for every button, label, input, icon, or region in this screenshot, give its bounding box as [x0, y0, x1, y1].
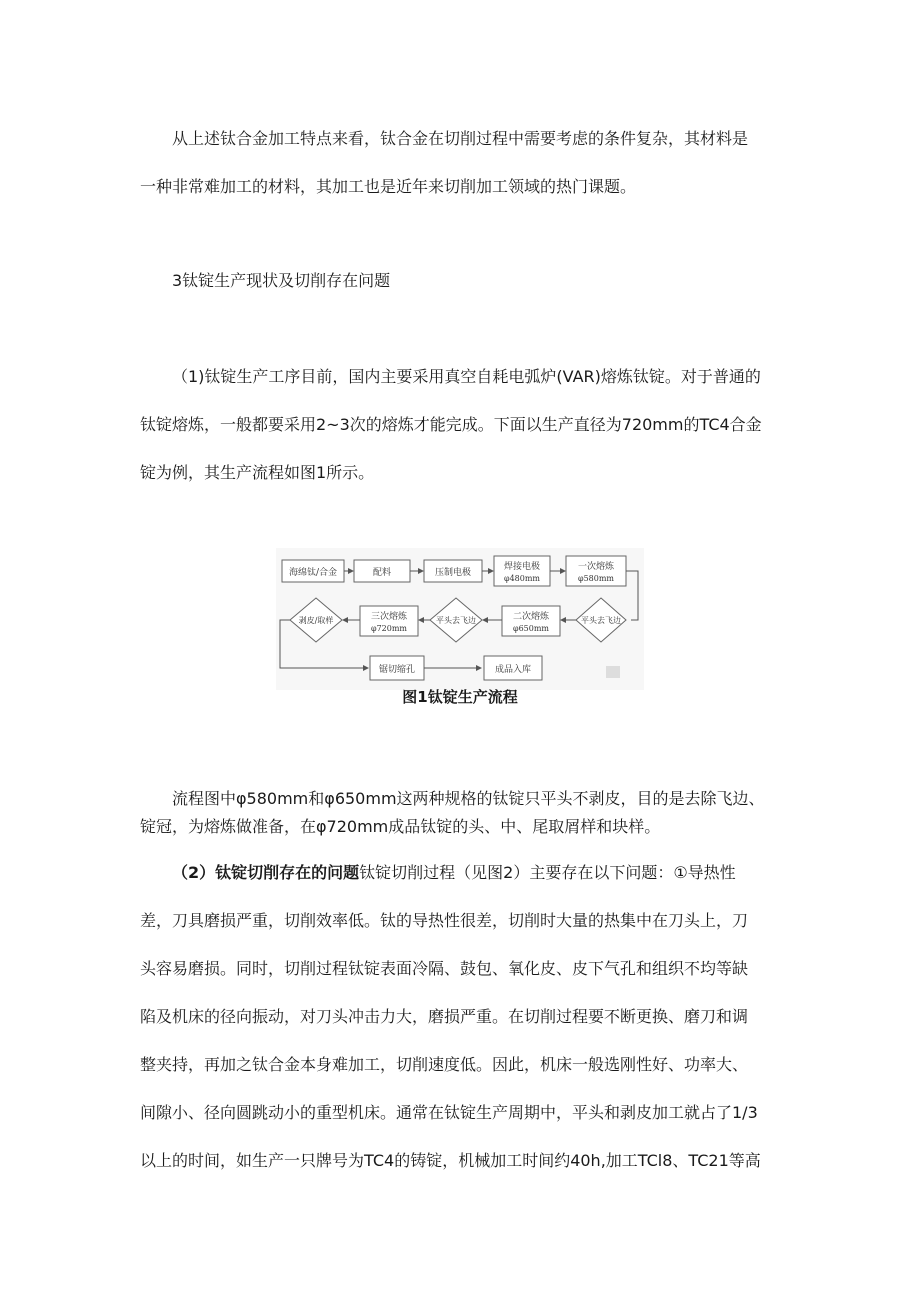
node-flat2-label: 平头去飞边	[436, 616, 476, 625]
node-melt3-label: 三次熔炼	[370, 612, 408, 622]
node-melt2-label: 二次熔炼	[512, 612, 550, 622]
figure-caption: 图1钛锭生产流程	[402, 688, 518, 706]
node-melt2-diameter: φ650mm	[512, 624, 550, 633]
paragraph-4-line-2: 差，刀具磨损严重，切削效率低。钛的导热性很差，切削时大量的热集中在刀头上，刀	[140, 911, 749, 930]
paragraph-2-line-1: （1)钛锭生产工序目前，国内主要采用真空自耗电弧炉(VAR)熔炼钛锭。对于普通的	[172, 367, 761, 386]
paragraph-3-line-2: 锭冠，为熔炼做准备，在φ720mm成品钛锭的头、中、尾取屑样和块样。	[140, 817, 661, 836]
paragraph-3-line-1: 流程图中φ580mm和φ650mm这两种规格的钛锭只平头不剥皮，目的是去除飞边、	[172, 789, 765, 808]
node-batching-label: 配料	[372, 568, 392, 578]
node-sponge-label: 海绵钛/合金	[288, 568, 338, 578]
node-press-label: 压制电极	[434, 568, 472, 578]
paragraph-1-line-1: 从上述钛合金加工特点来看，钛合金在切削过程中需要考虑的条件复杂，其材料是	[172, 129, 749, 148]
paragraph-1-line-2: 一种非常难加工的材料，其加工也是近年来切削加工领域的热门课题。	[140, 177, 637, 196]
node-flat1-label: 平头去飞边	[581, 616, 621, 625]
node-store-label: 成品入库	[494, 665, 532, 675]
paragraph-4-line-1	[172, 862, 800, 884]
paragraph-4-line-3: 头容易磨损。同时，切削过程钛锭表面冷隔、鼓包、氧化皮、皮下气孔和组织不均等缺	[140, 959, 749, 978]
node-weld-label: 焊接电极	[503, 562, 541, 572]
paragraph-4-line-1-rest: 钛锭切削过程（见图2）主要存在以下问题：①导热性	[359, 863, 736, 882]
node-weld-diameter: φ480mm	[503, 574, 541, 583]
section-heading-3: 3钛锭生产现状及切削存在问题	[172, 271, 391, 290]
node-peel-label: 剥皮/取样	[298, 616, 334, 625]
node-melt1-label: 一次熔炼	[577, 562, 615, 572]
paragraph-2-line-2: 钛锭熔炼，一般都要采用2~3次的熔炼才能完成。下面以生产直径为720mm的TC4合金	[140, 415, 762, 434]
node-melt1-diameter: φ580mm	[577, 574, 615, 583]
node-saw-label: 锯切缩孔	[378, 665, 416, 675]
paragraph-4-line-4: 陷及机床的径向振动，对刀头冲击力大，磨损严重。在切削过程要不断更换、磨刀和调	[140, 1007, 749, 1026]
paragraph-4-line-6: 间隙小、径向圆跳动小的重型机床。通常在钛锭生产周期中，平头和剥皮加工就占了1/3	[140, 1103, 758, 1122]
paragraph-4-line-5: 整夹持，再加之钛合金本身难加工，切削速度低。因此，机床一般选刚性好、功率大、	[140, 1055, 749, 1074]
paragraph-2-line-3: 锭为例，其生产流程如图1所示。	[140, 463, 375, 482]
paragraph-4-lead: （2）钛锭切削存在的问题	[172, 863, 360, 882]
paragraph-4-line-7: 以上的时间，如生产一只牌号为TC4的铸锭，机械加工时间约40h,加工TCl8、TC21等高	[140, 1151, 761, 1170]
flowchart-figure	[276, 548, 644, 690]
node-melt3-diameter: φ720mm	[370, 624, 408, 633]
